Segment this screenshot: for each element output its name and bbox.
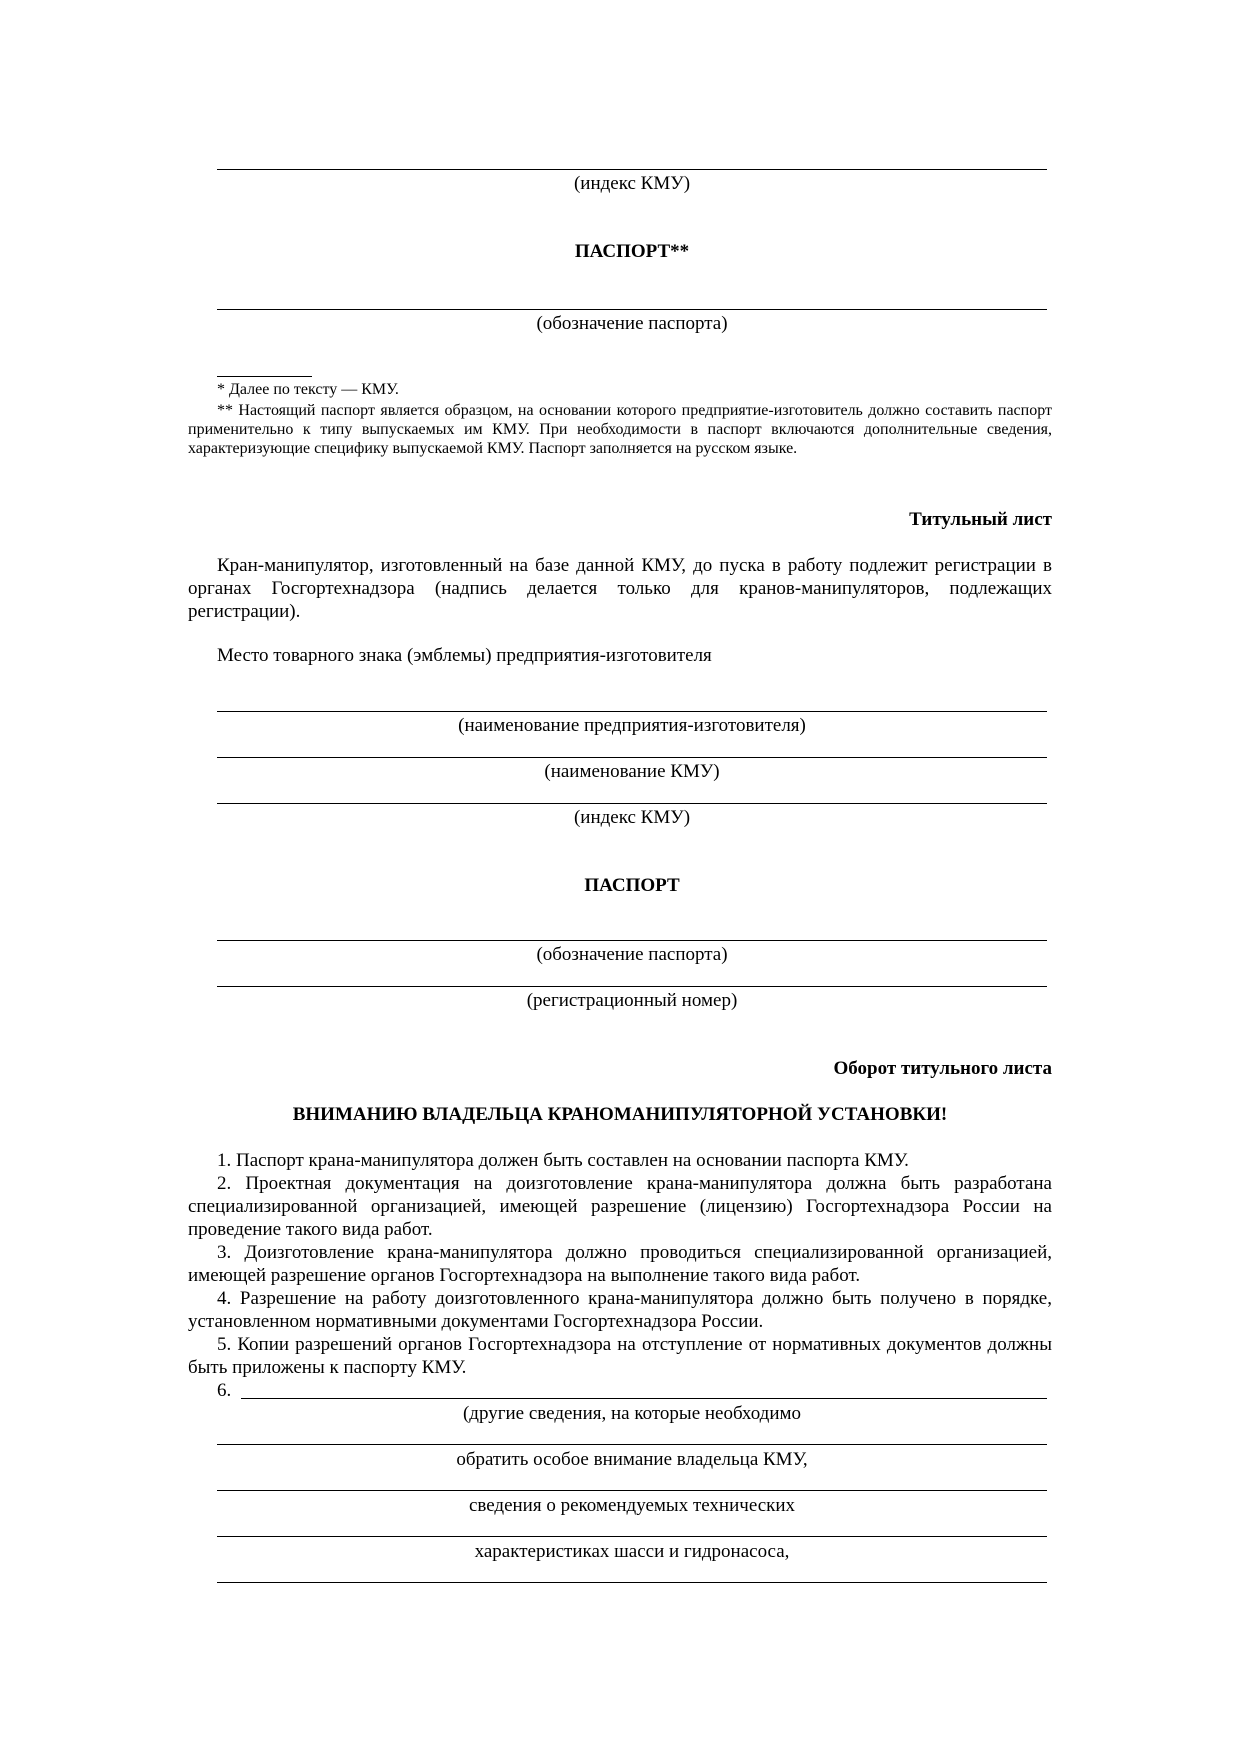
- title-page-heading: Титульный лист: [909, 509, 1052, 530]
- passport-designation-caption-top: (обозначение паспорта): [536, 313, 728, 334]
- blank-line: [217, 940, 1047, 941]
- attention-title: ВНИМАНИЮ ВЛАДЕЛЬЦА КРАНОМАНИПУЛЯТОРНОЙ УСТАНОВКИ!: [292, 1104, 948, 1125]
- item6-caption-1: (другие сведения, на которые необходимо: [462, 1403, 802, 1424]
- blank-line: [217, 757, 1047, 758]
- footnote-1: * Далее по тексту — КМУ.: [217, 381, 399, 398]
- footnote-separator: [217, 376, 312, 377]
- kmu-index-caption: (индекс КМУ): [573, 807, 691, 828]
- blank-line: [217, 803, 1047, 804]
- item6-caption-3: сведения о рекомендуемых технических: [468, 1495, 796, 1516]
- list-item-2: 2. Проектная документация на доизготовление крана-манипулятора должна быть разработана специализированной организацией, имеющей разрешение (лицензию) Госгортехнадзора России на проведение такого вида работ.: [188, 1173, 1052, 1240]
- passport-designation-caption: (обозначение паспорта): [536, 944, 728, 965]
- list-item-4: 4. Разрешение на работу доизготовленного крана-манипулятора должно быть получено в порядке, установленном нормативными документами Госгортехнадзора России.: [188, 1288, 1052, 1332]
- blank-line: [217, 1536, 1047, 1537]
- item6-caption-4: характеристиках шасси и гидронасоса,: [474, 1541, 790, 1562]
- manufacturer-caption: (наименование предприятия-изготовителя): [458, 715, 806, 736]
- registration-number-caption: (регистрационный номер): [526, 990, 738, 1011]
- reverse-heading: Оборот титульного листа: [833, 1058, 1052, 1079]
- list-item-6-number: 6.: [217, 1380, 232, 1401]
- list-item-1: 1. Паспорт крана-манипулятора должен быть составлен на основании паспорта КМУ.: [217, 1150, 909, 1171]
- passport-title-top: ПАСПОРТ**: [574, 241, 690, 262]
- blank-line: [217, 169, 1047, 170]
- footnote-2: ** Настоящий паспорт является образцом, на основании которого предприятие-изготовитель должно составить паспорт применительно к типу выпускаемых им КМУ. При необходимости в паспорт включаются дополнительные сведения, характеризующие специфику выпускаемой КМУ. Паспорт заполняется на русском языке.: [188, 402, 1052, 457]
- blank-line: [241, 1398, 1047, 1399]
- blank-line: [217, 1444, 1047, 1445]
- blank-line: [217, 1582, 1047, 1583]
- list-item-3: 3. Доизготовление крана-манипулятора должно проводиться специализированной организацией, имеющей разрешение органов Госгортехнадзора на выполнение такого вида работ.: [188, 1242, 1052, 1286]
- index-caption: (индекс КМУ): [573, 173, 691, 194]
- registration-note: Кран-манипулятор, изготовленный на базе данной КМУ, до пуска в работу подлежит регистрации в органах Госгортехнадзора (надпись делается только для кранов-манипуляторов, подлежащих регистрации).: [188, 555, 1052, 622]
- blank-line: [217, 711, 1047, 712]
- blank-line: [217, 986, 1047, 987]
- trademark-place: Место товарного знака (эмблемы) предприятия-изготовителя: [217, 645, 712, 666]
- blank-line: [217, 309, 1047, 310]
- blank-line: [217, 1490, 1047, 1491]
- kmu-name-caption: (наименование КМУ): [544, 761, 720, 782]
- item6-caption-2: обратить особое внимание владельца КМУ,: [456, 1449, 808, 1470]
- passport-title: ПАСПОРТ: [584, 875, 680, 896]
- list-item-5: 5. Копии разрешений органов Госгортехнадзора на отступление от нормативных документов должны быть приложены к паспорту КМУ.: [188, 1334, 1052, 1378]
